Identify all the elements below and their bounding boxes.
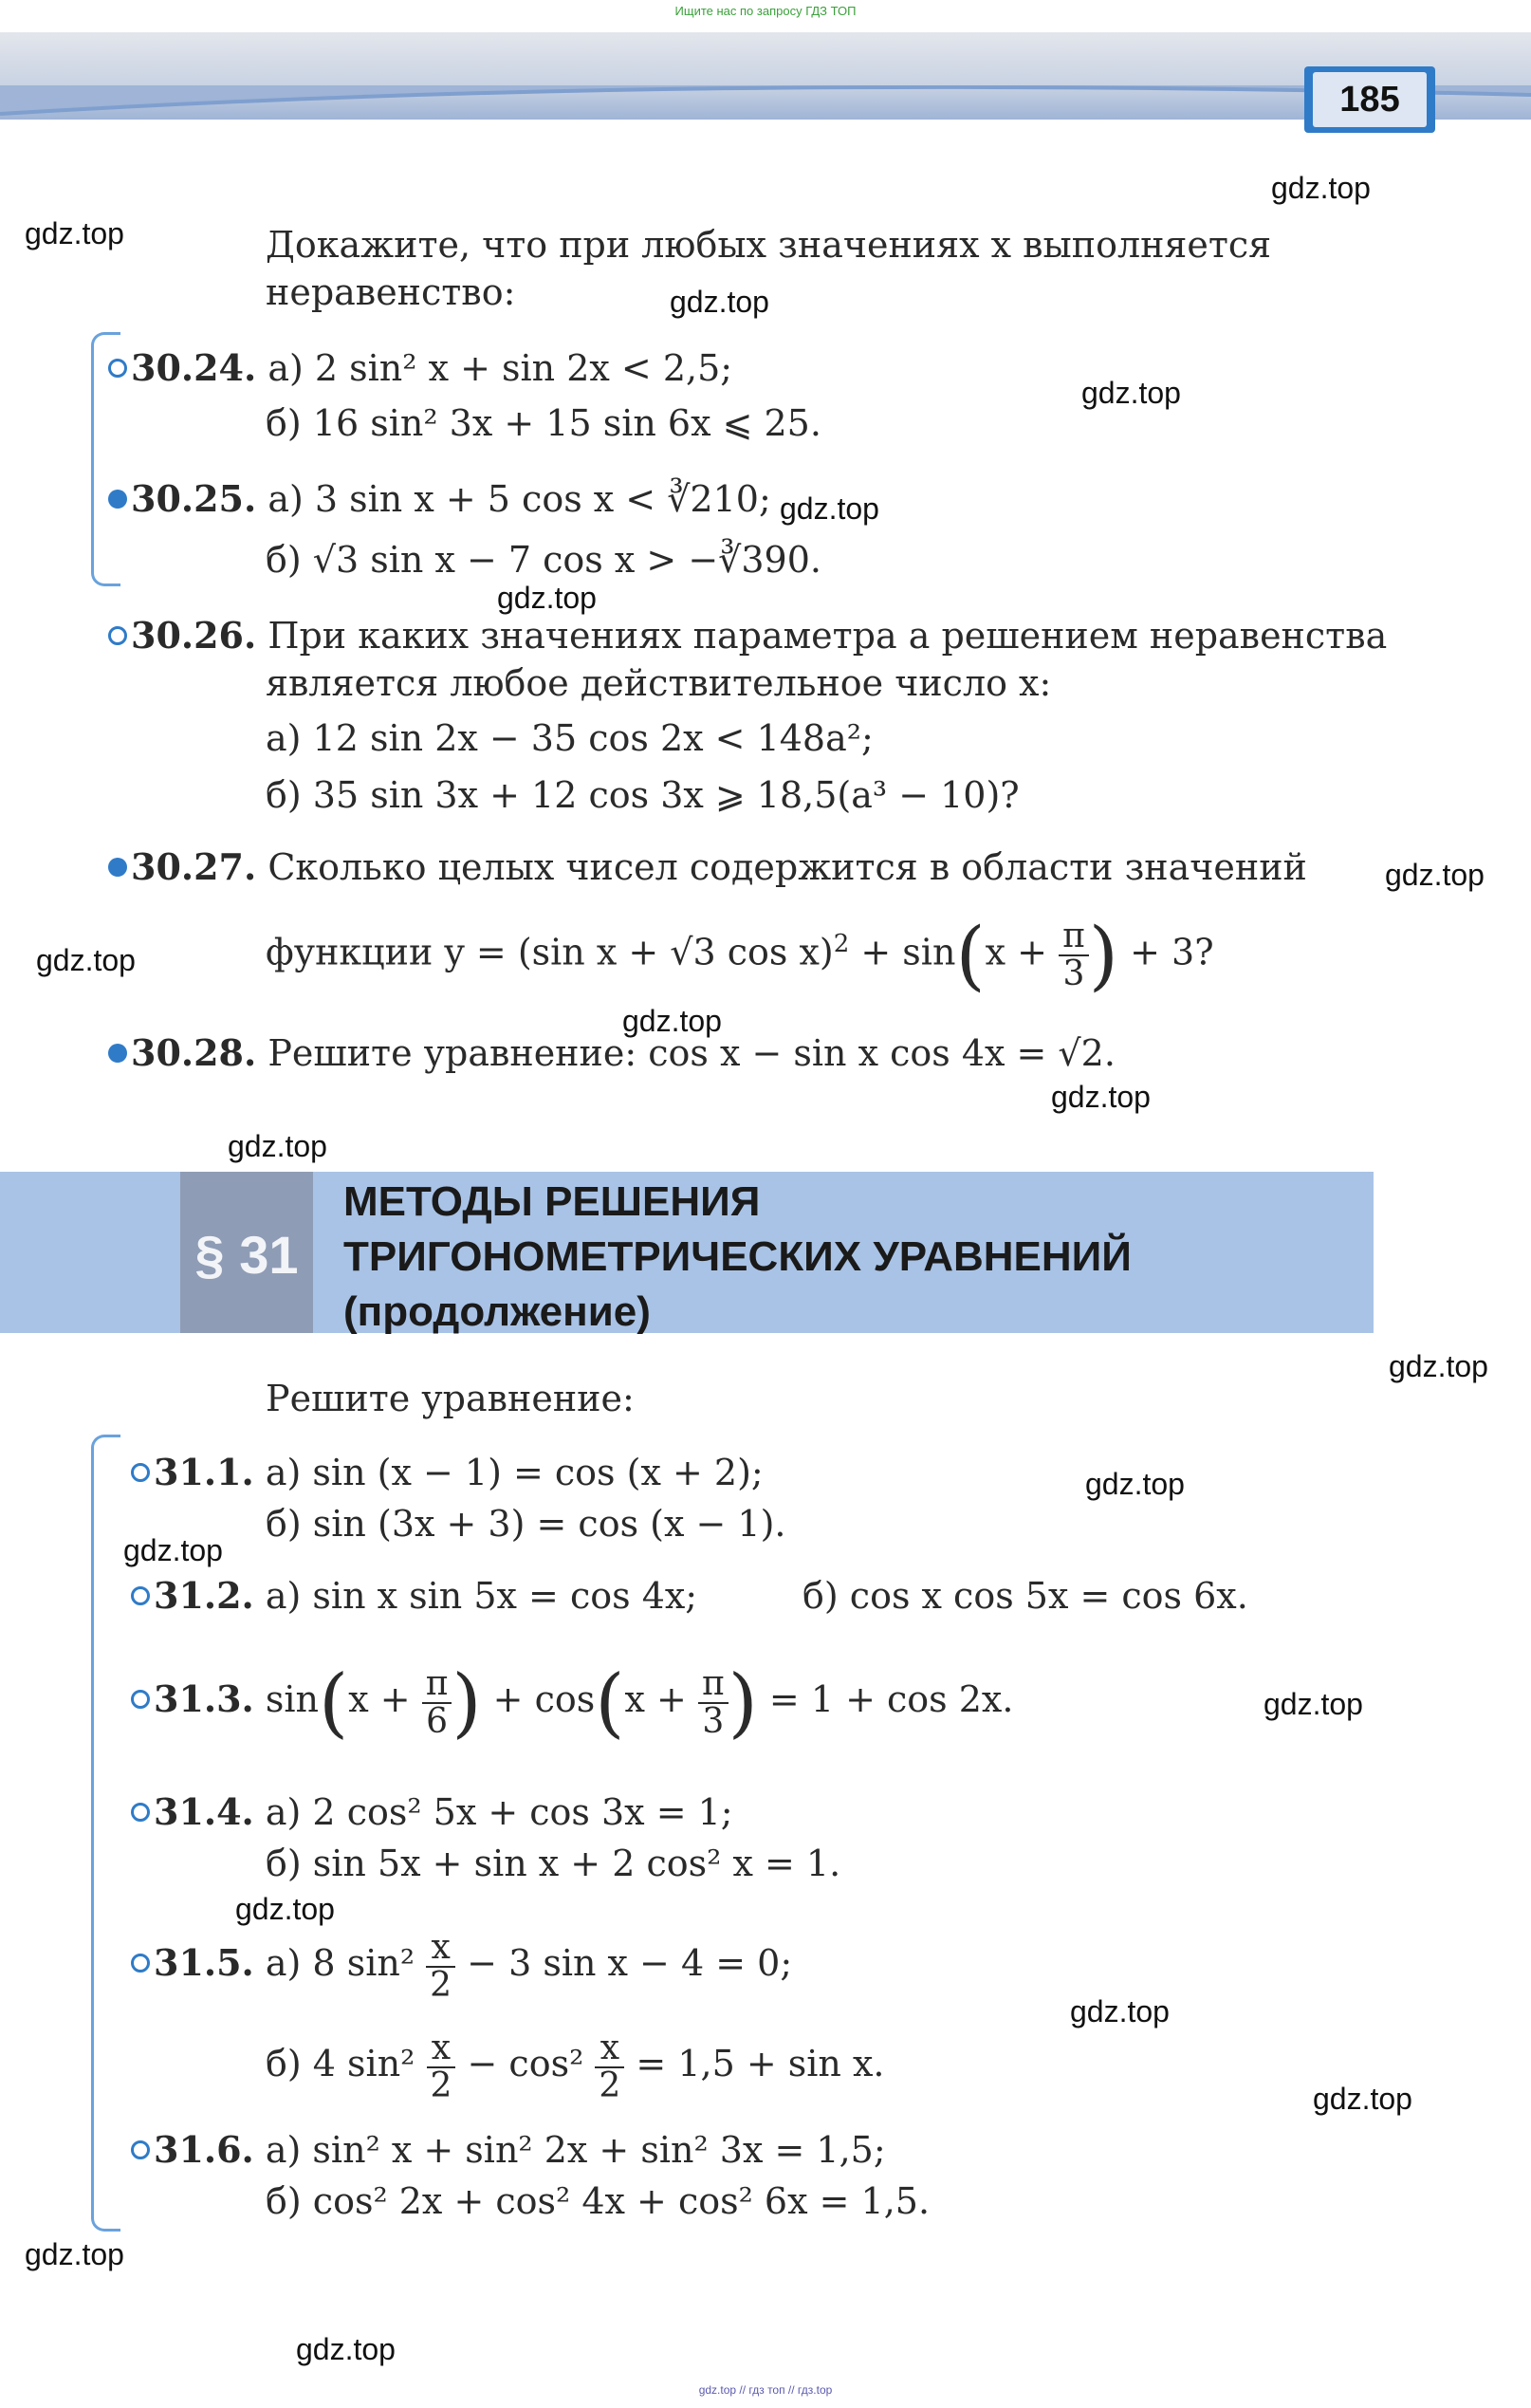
fraction <box>1059 918 1089 992</box>
watermark: gdz.top <box>1070 1994 1170 2028</box>
left-paren: ( <box>595 1658 625 1747</box>
watermark: gdz.top <box>780 491 879 526</box>
level-marker-icon <box>108 490 127 509</box>
fraction <box>426 1927 455 2005</box>
problem-number: 30.26. <box>131 614 257 657</box>
level-marker-icon <box>131 1954 150 1973</box>
formula-part: = 1,5 + sin x. <box>636 2043 885 2084</box>
problem-31-4 <box>131 1787 733 1837</box>
problem-30-27 <box>108 843 1307 892</box>
watermark: gdz.top <box>25 2237 124 2271</box>
problem-30-26-line-2: является любое действительное число x: <box>266 662 1052 704</box>
watermark: gdz.top <box>1081 376 1181 410</box>
watermark: gdz.top <box>25 216 124 250</box>
bottom-note: gdz.top // гдз топ // гдз.top <box>698 2383 833 2397</box>
problem-number: 31.2. <box>154 1574 254 1617</box>
page-number: 185 <box>1313 72 1427 127</box>
problem-part-a: а) 2 sin² x + sin 2x < 2,5; <box>267 347 733 389</box>
problem-30-28 <box>108 1028 1116 1078</box>
problem-30-26 <box>108 611 1387 660</box>
formula-part: = 1 + cos 2x. <box>768 1678 1014 1720</box>
watermark: gdz.top <box>123 1533 223 1567</box>
watermark: gdz.top <box>228 1129 327 1163</box>
problem-part-a: а) 3 sin x + 5 cos x < ∛210; <box>267 478 771 520</box>
problem-number: 30.27. <box>131 845 257 888</box>
watermark: gdz.top <box>296 2332 396 2366</box>
problem-31-2 <box>131 1571 697 1621</box>
right-paren: ) <box>728 1658 758 1747</box>
problem-31-3 <box>131 1657 1014 1747</box>
level-marker-icon <box>108 359 127 378</box>
formula-part: x + <box>348 1678 411 1720</box>
denominator: 2 <box>599 2065 621 2105</box>
watermark: gdz.top <box>1085 1467 1185 1501</box>
problem-number: 31.3. <box>154 1677 254 1720</box>
left-paren: ( <box>319 1658 349 1747</box>
section-title-line: МЕТОДЫ РЕШЕНИЯ <box>343 1178 761 1225</box>
problem-part-a: а) 2 cos² 5x + cos 3x = 1; <box>265 1791 733 1833</box>
numerator: π <box>1059 918 1089 956</box>
section-title-line: (продолжение) <box>343 1288 651 1335</box>
formula-part: функции y = (sin x + √3 cos x) <box>266 931 834 973</box>
watermark: gdz.top <box>235 1892 335 1926</box>
problem-31-5 <box>131 1920 792 2006</box>
watermark: gdz.top <box>1264 1687 1363 1721</box>
formula-part: а) 8 sin² <box>265 1942 415 1984</box>
watermark: gdz.top <box>36 943 136 977</box>
denominator: 2 <box>430 2065 452 2105</box>
watermark: gdz.top <box>1385 858 1485 892</box>
problem-number: 30.25. <box>131 477 257 520</box>
problem-number: 31.6. <box>154 2128 254 2171</box>
level-marker-icon <box>131 1463 150 1482</box>
numerator: x <box>426 1930 455 1968</box>
problem-part-a: а) sin x sin 5x = cos 4x; <box>265 1575 698 1617</box>
problem-number: 31.1. <box>154 1451 254 1493</box>
watermark: gdz.top <box>1051 1080 1151 1114</box>
numerator: π <box>422 1666 452 1704</box>
numerator: x <box>427 2030 456 2068</box>
level-marker-icon <box>108 858 127 877</box>
formula-part: x + <box>624 1678 687 1720</box>
problem-30-24 <box>108 343 732 393</box>
formula-part: б) 4 sin² <box>266 2043 415 2084</box>
level-marker-icon <box>131 1690 150 1709</box>
fraction <box>595 2030 624 2104</box>
formula-part: sin <box>265 1678 320 1720</box>
formula-part: + sin <box>860 931 956 973</box>
problem-30-27-formula <box>266 901 1214 1000</box>
exponent: 2 <box>833 930 850 958</box>
level-marker-icon <box>131 1586 150 1605</box>
watermark: gdz.top <box>1271 171 1371 205</box>
section-title <box>343 1175 1132 1340</box>
level-marker-icon <box>131 2140 150 2159</box>
numerator: x <box>595 2030 624 2068</box>
section-title-line: ТРИГОНОМЕТРИЧЕСКИХ УРАВНЕНИЙ <box>343 1233 1132 1280</box>
problem-30-24-b: б) 16 sin² 3x + 15 sin 6x ⩽ 25. <box>266 402 821 444</box>
problem-31-6-b: б) cos² 2x + cos² 4x + cos² 6x = 1,5. <box>266 2180 931 2222</box>
formula-part: − cos² <box>467 2043 584 2084</box>
problem-31-4-b: б) sin 5x + sin x + 2 cos² x = 1. <box>266 1843 841 1884</box>
formula-part: + 3? <box>1130 931 1214 973</box>
denominator: 3 <box>702 1701 725 1741</box>
problem-number: 31.4. <box>154 1790 254 1833</box>
solve-heading: Решите уравнение: <box>266 1378 635 1419</box>
watermark: gdz.top <box>1389 1349 1488 1383</box>
formula-part: x + <box>985 931 1048 973</box>
formula-part: + cos <box>492 1678 596 1720</box>
problem-31-6 <box>131 2125 886 2175</box>
problem-number: 30.28. <box>131 1031 257 1074</box>
problem-text: Решите уравнение: cos x − sin x cos 4x = √2. <box>267 1032 1116 1074</box>
problem-group-bracket <box>91 1435 120 2232</box>
denominator: 3 <box>1062 954 1085 994</box>
fraction <box>427 2030 456 2104</box>
top-note: Ищите нас по запросу ГДЗ ТОП <box>674 4 857 18</box>
denominator: 6 <box>426 1701 448 1741</box>
problem-number: 30.24. <box>131 346 257 389</box>
denominator: 2 <box>430 1965 452 2005</box>
problem-31-2-b: б) cos x cos 5x = cos 6x. <box>802 1575 1248 1617</box>
problem-text: При каких значениях параметра a решением неравенства <box>267 615 1388 657</box>
fraction <box>422 1663 452 1741</box>
problem-30-25 <box>108 474 771 524</box>
level-marker-icon <box>131 1803 150 1822</box>
intro-line-1: Докажите, что при любых значениях x выполняется <box>266 224 1272 266</box>
problem-31-1 <box>131 1448 764 1497</box>
header-curve <box>0 85 1531 142</box>
left-paren: ( <box>955 911 986 1000</box>
problem-30-26-b: б) 35 sin 3x + 12 cos 3x ⩾ 18,5(a³ − 10)? <box>266 774 1020 816</box>
problem-30-25-b: б) √3 sin x − 7 cos x > −∛390. <box>266 539 821 581</box>
problem-text: Сколько целых чисел содержится в области значений <box>267 846 1307 888</box>
watermark: gdz.top <box>1313 2082 1412 2116</box>
numerator: π <box>698 1666 729 1704</box>
problem-number: 31.5. <box>154 1941 254 1984</box>
watermark: gdz.top <box>670 285 769 319</box>
formula-part: − 3 sin x − 4 = 0; <box>467 1942 793 1984</box>
problem-31-5-b <box>266 2021 885 2106</box>
right-paren: ) <box>452 1658 482 1747</box>
level-marker-icon <box>108 1044 127 1063</box>
fraction <box>698 1663 729 1741</box>
problem-30-26-a: а) 12 sin 2x − 35 cos 2x < 148a²; <box>266 717 874 759</box>
watermark: gdz.top <box>622 1004 722 1038</box>
problem-part-a: а) sin (x − 1) = cos (x + 2); <box>265 1452 764 1493</box>
problem-31-1-b: б) sin (3x + 3) = cos (x − 1). <box>266 1503 786 1545</box>
problem-part-a: а) sin² x + sin² 2x + sin² 3x = 1,5; <box>265 2129 886 2171</box>
section-number: § 31 <box>194 1225 299 1285</box>
level-marker-icon <box>108 626 127 645</box>
intro-line-2: неравенство: <box>266 271 516 313</box>
watermark: gdz.top <box>497 581 597 615</box>
right-paren: ) <box>1088 911 1118 1000</box>
